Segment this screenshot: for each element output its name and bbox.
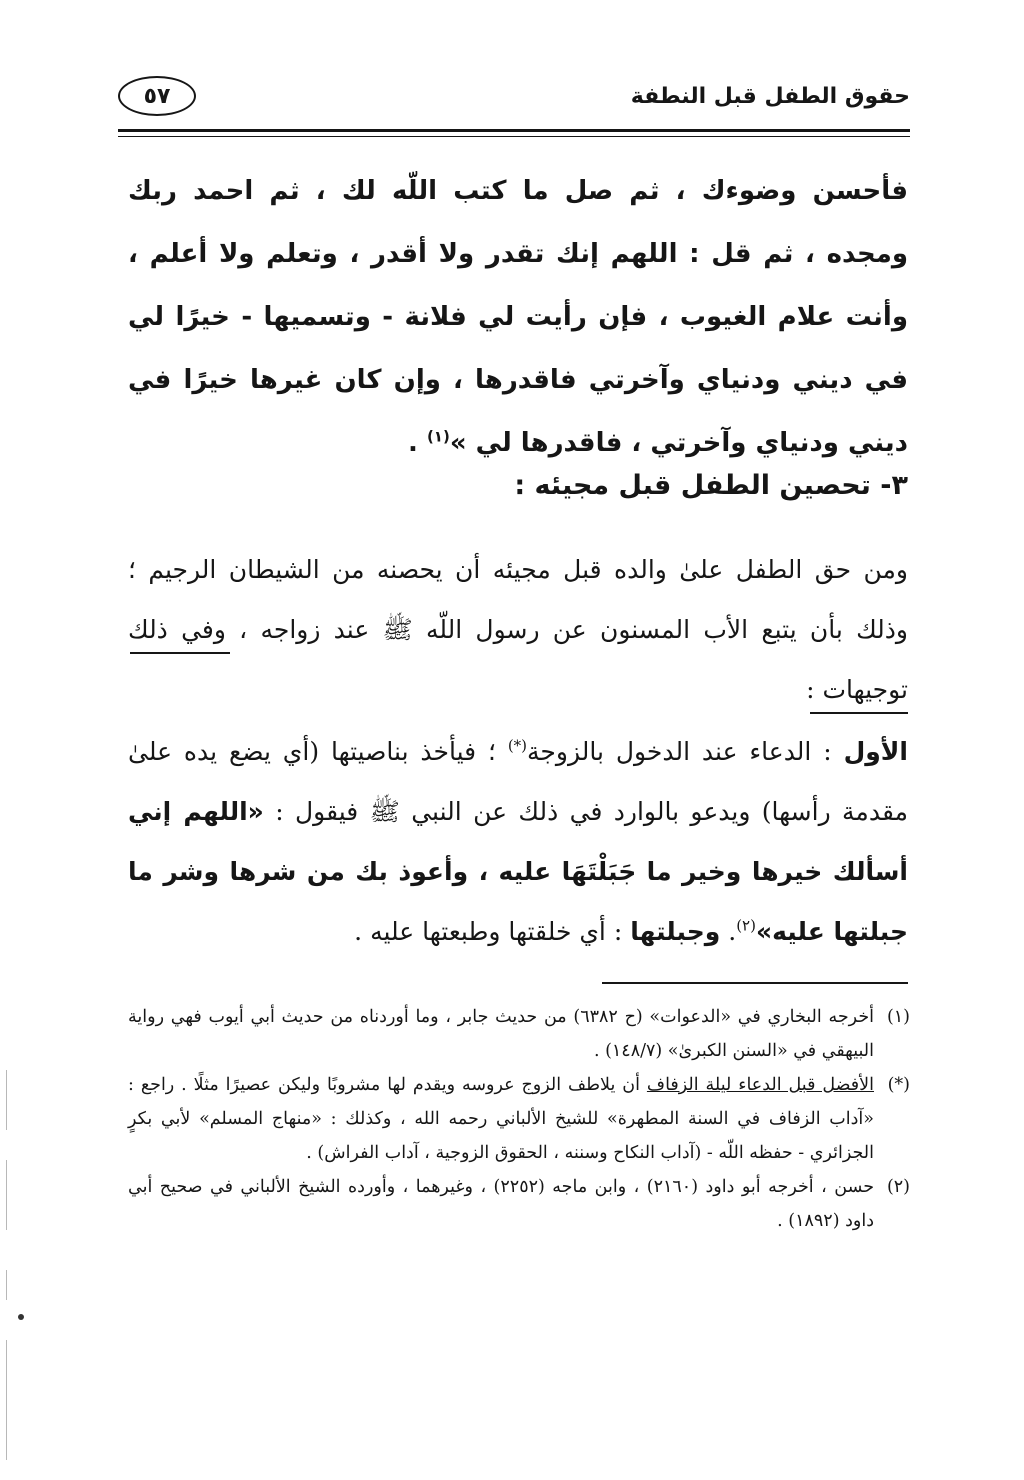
protection-paragraph bbox=[128, 540, 908, 720]
footnote-1 bbox=[128, 1000, 910, 1068]
scan-artifact bbox=[6, 1270, 7, 1300]
gloss-term: وجبلتها bbox=[630, 917, 721, 946]
scan-artifact bbox=[6, 1340, 7, 1460]
footnote-marker: (١) bbox=[886, 1007, 910, 1027]
footnote-text: أخرجه البخاري في «الدعوات» (ح ٦٣٨٢) من حديث جابر ، وما أوردناه من حديث أبي أيوب فهي رواية البيهقي في «السنن الكبرىٰ» (١٤٨/٧) . bbox=[128, 1007, 874, 1061]
scan-artifact bbox=[6, 1160, 7, 1230]
first-label: الأول bbox=[843, 737, 908, 766]
section-heading: ٣- تحصين الطفل قبل مجيئه : bbox=[514, 470, 908, 501]
header-rule-thick bbox=[118, 129, 910, 132]
scan-artifact bbox=[6, 1070, 7, 1130]
istikhara-text: فأحسن وضوءك ، ثم صل ما كتب اللّه لك ، ثم احمد ربك ومجده ، ثم قل : اللهم إنك تقدر ولا أقدر ، وتعلم ولا أعلم ، وأنت علام الغيوب ، فإن رأيت لي فلانة - وتسميها - خيرًا لي في ديني ودنياي وآخرتي فاقدرها ، وإن كان غيرها خيرًا في ديني ودنياي وآخرتي ، فاقدرها لي » bbox=[128, 176, 908, 458]
first-text-2: ؛ فيأخذ بناصيتها (أي يضع يده علىٰ مقدمة رأسها) ويدعو بالوارد في ذلك عن النبي ﷺ فيقول : bbox=[128, 737, 908, 826]
dua-quote: «اللهم إني أسألك خيرها وخير ما جَبَلْتَهَا عليه ، وأعوذ بك من شرها وشر ما جبلتها عليه» bbox=[128, 797, 908, 946]
underline-mark bbox=[810, 712, 908, 714]
istikhara-end: . bbox=[408, 428, 427, 458]
first-guidance-paragraph bbox=[128, 722, 908, 962]
underline-mark bbox=[130, 652, 230, 654]
footnote-ref-1: (١) bbox=[426, 427, 450, 446]
footnote-marker: (٢) bbox=[886, 1177, 910, 1197]
page-number: ٥٧ bbox=[118, 76, 196, 116]
footnotes bbox=[128, 1000, 910, 1238]
footnote-ref-star: (*) bbox=[507, 736, 528, 755]
footnote-2 bbox=[128, 1170, 910, 1238]
footnote-text: حسن ، أخرجه أبو داود (٢١٦٠) ، وابن ماجه (٢٢٥٢) ، وغيرهما ، وأورده الشيخ الألباني في صحيح أبي داود (١٨٩٢) . bbox=[128, 1177, 875, 1231]
running-title: حقوق الطفل قبل النطفة bbox=[630, 84, 910, 109]
first-text-3: . bbox=[720, 917, 737, 946]
istikhara-paragraph bbox=[128, 160, 908, 475]
footnote-text: أن يلاطف الزوج عروسه ويقدم لها مشروبًا وليكن عصيرًا مثلًا . راجع : «آداب الزفاف في السنة المطهرة» للشيخ الألباني رحمه الله ، وكذلك : «منهاج المسلم» لأبي بكرٍ الجزائري - حفظه اللّه - (آداب النكاح وسننه ، الحقوق الزوجية ، آداب الفراش) . bbox=[128, 1075, 874, 1163]
footnote-separator bbox=[602, 982, 908, 984]
scan-artifact bbox=[18, 1314, 24, 1320]
header-rule-thin bbox=[118, 136, 910, 137]
page-header bbox=[118, 70, 910, 130]
footnote-star bbox=[128, 1068, 910, 1170]
first-text-1: : الدعاء عند الدخول بالزوجة bbox=[527, 737, 844, 766]
footnote-ref-2: (٢) bbox=[736, 916, 756, 935]
gloss-text: : أي خلقتها وطبعتها عليه . bbox=[354, 917, 631, 946]
footnote-marker: (*) bbox=[887, 1075, 910, 1095]
protection-text: ومن حق الطفل علىٰ والده قبل مجيئه أن يحصنه من الشيطان الرجيم ؛ وذلك بأن يتبع الأب المسنون عن رسول اللّه ﷺ عند زواجه ، وفي ذلك توجيهات : bbox=[128, 555, 908, 704]
footnote-underlined-text: الأفضل قبل الدعاء ليلة الزفاف bbox=[646, 1075, 874, 1095]
